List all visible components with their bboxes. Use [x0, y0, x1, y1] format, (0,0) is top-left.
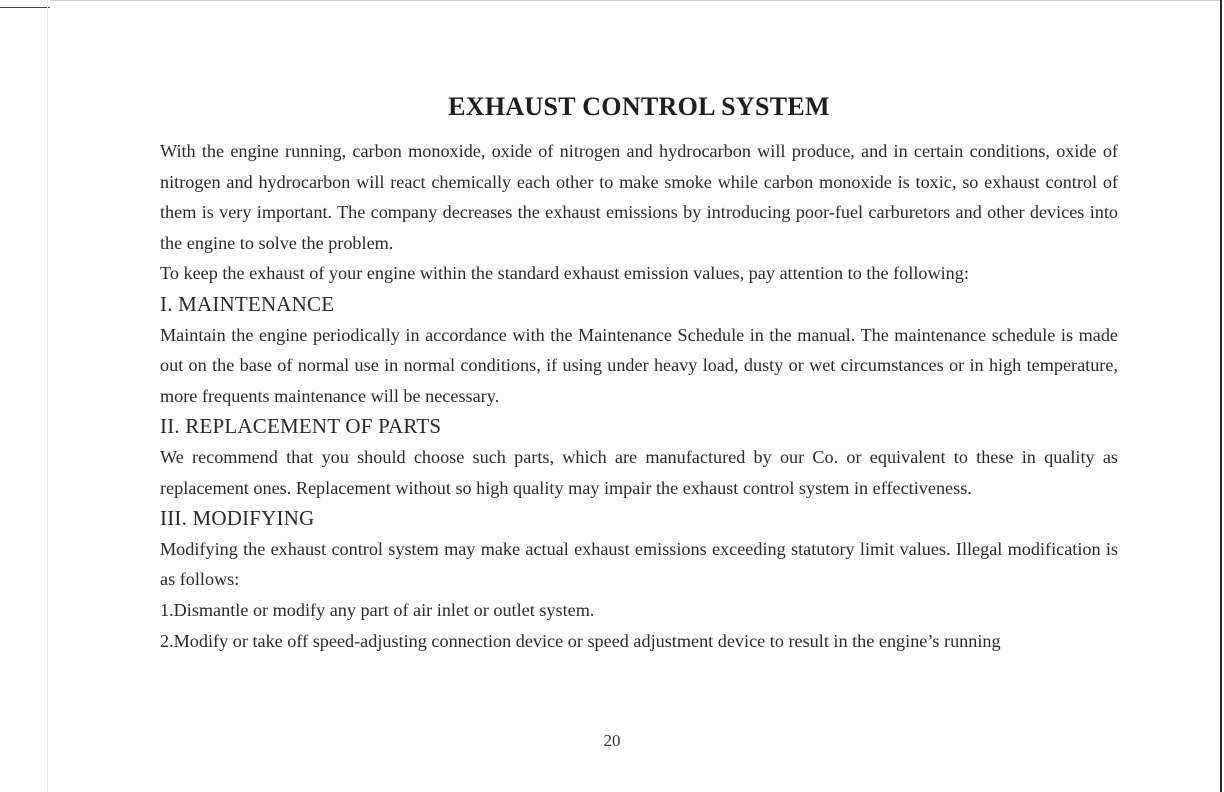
section-heading-replacement: II. REPLACEMENT OF PARTS — [160, 414, 442, 439]
section-heading-modifying: III. MODIFYING — [160, 506, 315, 531]
page-content — [160, 92, 1118, 656]
page-number: 20 — [603, 731, 621, 750]
section-body-maintenance: Maintain the engine periodically in accordance with the Maintenance Schedule in the manual. The maintenance schedule is made out on the base of normal use in normal conditions, if using under heavy load, dusty or wet circumstances or in high temperature, more frequents maintenance will be necessary. — [160, 324, 1118, 406]
intro-note: To keep the exhaust of your engine within the standard exhaust emission values, pay attention to the following: — [160, 263, 969, 284]
scan-mark-top-left — [0, 7, 50, 8]
list-item: 2.Modify or take off speed-adjusting connection device or speed adjustment device to result in the engine’s running — [160, 630, 1001, 651]
section-heading-maintenance: I. MAINTENANCE — [160, 291, 335, 316]
intro-paragraph: With the engine running, carbon monoxide, oxide of nitrogen and hydrocarbon will produce, and in certain conditions, oxide of nitrogen and hydrocarbon will react chemically each other to make smoke while carbon monoxide is toxic, so exhaust control of them is very important. The company decreases the exhaust emissions by introducing poor-fuel carburetors and other devices into the engine to solve the problem. — [160, 141, 1118, 253]
section-body-replacement: We recommend that you should choose such parts, which are manufactured by our Co. or equivalent to these in quality as replacement ones. Replacement without so high quality may impair the exhaust control system in effectiveness. — [160, 446, 1118, 498]
scan-border-left — [47, 0, 48, 792]
section-body-modifying: Modifying the exhaust control system may make actual exhaust emissions exceeding statutory limit values. Illegal modification is as follows: — [160, 538, 1118, 590]
scan-border-top — [50, 0, 1220, 1]
scan-border-right — [1220, 0, 1222, 792]
list-item: 1.Dismantle or modify any part of air inlet or outlet system. — [160, 599, 595, 620]
page-title: EXHAUST CONTROL SYSTEM — [448, 92, 830, 121]
